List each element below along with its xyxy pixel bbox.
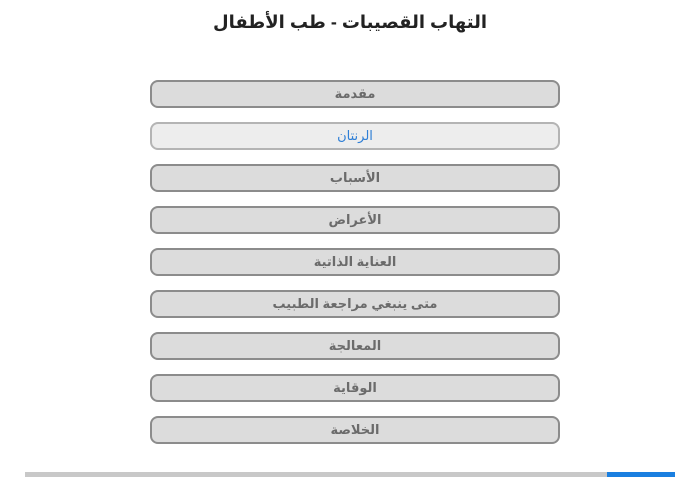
menu-item-prevention[interactable]: الوقاية [150, 374, 560, 402]
menu-item-self-care[interactable]: العناية الذاتية [150, 248, 560, 276]
menu-item-introduction[interactable]: مقدمة [150, 80, 560, 108]
menu-item-treatment[interactable]: المعالجة [150, 332, 560, 360]
menu-item-wheezing[interactable]: الرنتان [150, 122, 560, 150]
menu-item-causes[interactable]: الأسباب [150, 164, 560, 192]
menu-item-when-to-see-doctor[interactable]: متى ينبغي مراجعة الطبيب [150, 290, 560, 318]
menu-item-symptoms[interactable]: الأعراض [150, 206, 560, 234]
page-title: التهاب القصيبات - طب الأطفال [212, 12, 488, 32]
chapter-menu [150, 80, 560, 458]
progress-bar-fill [607, 472, 675, 477]
progress-bar [25, 472, 675, 477]
menu-item-summary[interactable]: الخلاصة [150, 416, 560, 444]
